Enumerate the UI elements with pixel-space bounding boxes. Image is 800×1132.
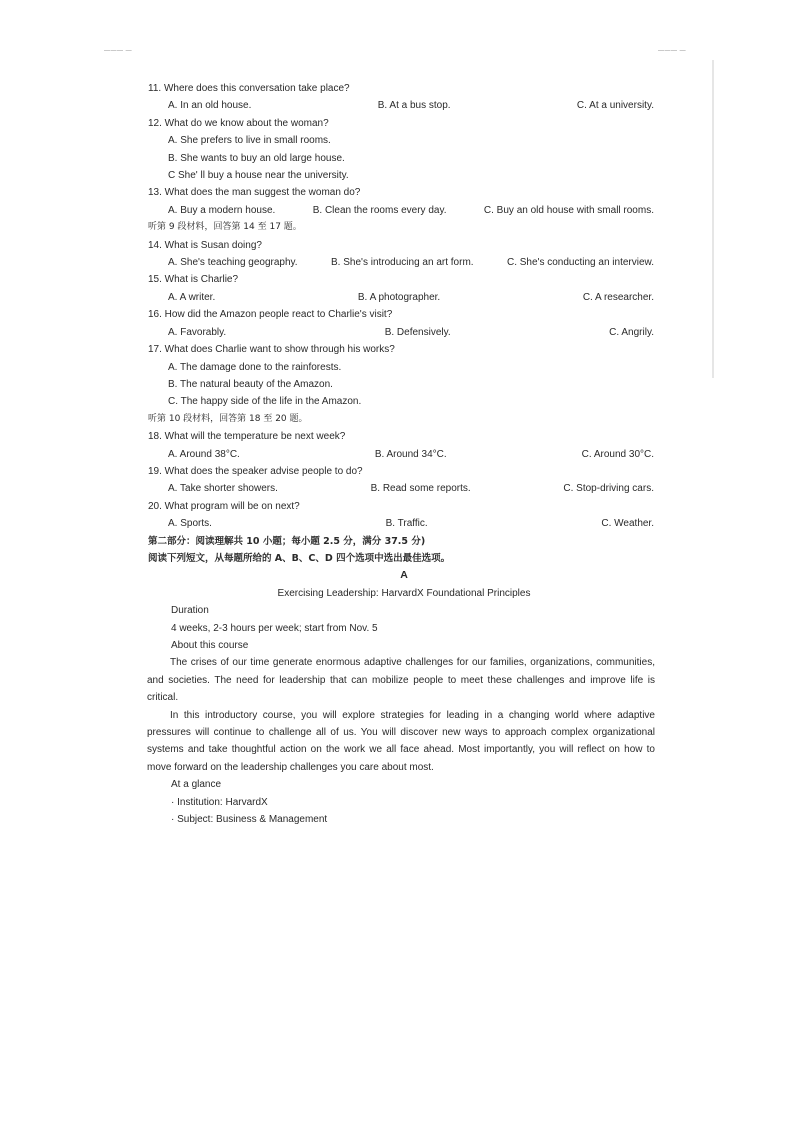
option-b: B. Read some reports. bbox=[370, 483, 471, 495]
option-b: B. Clean the rooms every day. bbox=[312, 204, 447, 216]
option-c: C. Weather. bbox=[601, 518, 654, 530]
option-c: C. At a university. bbox=[576, 100, 654, 112]
question-19-options bbox=[168, 480, 654, 497]
option-b: B. She wants to buy an old large house. bbox=[168, 152, 345, 164]
part2-heading: 第二部分：阅读理解共 10 小题；每小题 2.5 分，满分 37.5 分) bbox=[148, 535, 426, 547]
option-c: C. The happy side of the life in the Amazon. bbox=[168, 396, 362, 408]
glance-item-subject: · Subject: Business & Management bbox=[171, 814, 328, 826]
option-c: C She' ll buy a house near the university. bbox=[168, 170, 349, 182]
question-16-options bbox=[168, 324, 654, 341]
option-a: A. Favorably. bbox=[168, 326, 227, 338]
option-b: B. Defensively. bbox=[384, 326, 451, 338]
question-18-stem: 18. What will the temperature be next week? bbox=[148, 431, 346, 443]
passage-paragraph-1: The crises of our time generate enormous adaptive challenges for our families, organizations, communities, and societies. The need for leadership that can mobilize people to meet these challenges and improve life is critical. bbox=[147, 657, 655, 704]
option-b: B. A photographer. bbox=[357, 291, 441, 303]
question-12-stem: 12. What do we know about the woman? bbox=[148, 117, 329, 129]
passage-title: Exercising Leadership: HarvardX Foundational Principles bbox=[277, 587, 531, 599]
option-c: C. Buy an old house with small rooms. bbox=[483, 204, 654, 216]
option-b: B. At a bus stop. bbox=[377, 100, 451, 112]
question-18-options bbox=[168, 446, 654, 463]
duration-label: Duration bbox=[171, 605, 209, 617]
scan-edge bbox=[712, 60, 714, 378]
question-17-stem: 17. What does Charlie want to show through his works? bbox=[148, 344, 395, 356]
question-20-stem: 20. What program will be on next? bbox=[148, 500, 300, 512]
about-label: About this course bbox=[171, 640, 249, 651]
option-b: B. She's introducing an art form. bbox=[331, 257, 474, 269]
option-c: C. A researcher. bbox=[582, 291, 654, 303]
glance-label: At a glance bbox=[171, 779, 222, 791]
exam-content bbox=[148, 80, 660, 828]
header-left-mark: ——— — bbox=[104, 48, 133, 54]
duration-value: 4 weeks, 2-3 hours per week; start from Nov. 5 bbox=[171, 622, 378, 634]
part2-instruction: 阅读下列短文，从每题所给的 A、B、C、D 四个选项中选出最佳选项。 bbox=[148, 552, 451, 564]
option-b: B. Around 34°C. bbox=[374, 448, 447, 460]
question-14-options bbox=[168, 254, 654, 271]
option-c: C. She's conducting an interview. bbox=[506, 257, 654, 269]
passage-paragraph-2: In this introductory course, you will explore strategies for leading in a changing world where adaptive pressures will continue to challenge all of us. You will discover new ways to approach complex organizational systems and take thoughtful action on the work we all face ahead. Most importantly, you will reflect on how to move forward on the leadership challenges you care about most. bbox=[147, 709, 655, 773]
question-13-stem: 13. What does the man suggest the woman do? bbox=[148, 187, 361, 199]
question-15-stem: 15. What is Charlie? bbox=[148, 274, 239, 286]
passage-letter: A bbox=[400, 569, 408, 582]
option-a: A. Sports. bbox=[168, 518, 212, 530]
option-b: B. Traffic. bbox=[385, 518, 428, 530]
question-14-stem: 14. What is Susan doing? bbox=[148, 239, 262, 251]
question-11-stem: 11. Where does this conversation take place? bbox=[148, 83, 350, 94]
option-a: A. Buy a modern house. bbox=[168, 204, 276, 216]
question-16-stem: 16. How did the Amazon people react to Charlie's visit? bbox=[148, 309, 393, 321]
option-c: C. Around 30°C. bbox=[581, 448, 654, 460]
question-11-options bbox=[168, 97, 654, 114]
instruction-section-9: 听第 9 段材料，回答第 14 至 17 题。 bbox=[148, 222, 302, 233]
instruction-section-10: 听第 10 段材料，回答第 18 至 20 题。 bbox=[148, 413, 308, 424]
question-15-options bbox=[168, 289, 654, 306]
option-a: A. In an old house. bbox=[168, 100, 252, 112]
option-a: A. She's teaching geography. bbox=[168, 257, 298, 269]
question-20-options bbox=[168, 515, 654, 532]
glance-item-institution: · Institution: HarvardX bbox=[171, 796, 268, 808]
option-a: A. Around 38°C. bbox=[168, 448, 240, 460]
option-c: C. Stop-driving cars. bbox=[563, 483, 654, 495]
option-a: A. Take shorter showers. bbox=[168, 483, 278, 495]
question-13-options bbox=[168, 202, 654, 219]
option-a: A. The damage done to the rainforests. bbox=[168, 361, 342, 373]
option-c: C. Angrily. bbox=[609, 326, 654, 338]
header-right-mark: ——— — bbox=[658, 48, 687, 54]
option-a: A. She prefers to live in small rooms. bbox=[168, 135, 331, 147]
question-19-stem: 19. What does the speaker advise people to do? bbox=[148, 465, 363, 477]
option-a: A. A writer. bbox=[168, 291, 216, 303]
option-b: B. The natural beauty of the Amazon. bbox=[168, 378, 333, 390]
